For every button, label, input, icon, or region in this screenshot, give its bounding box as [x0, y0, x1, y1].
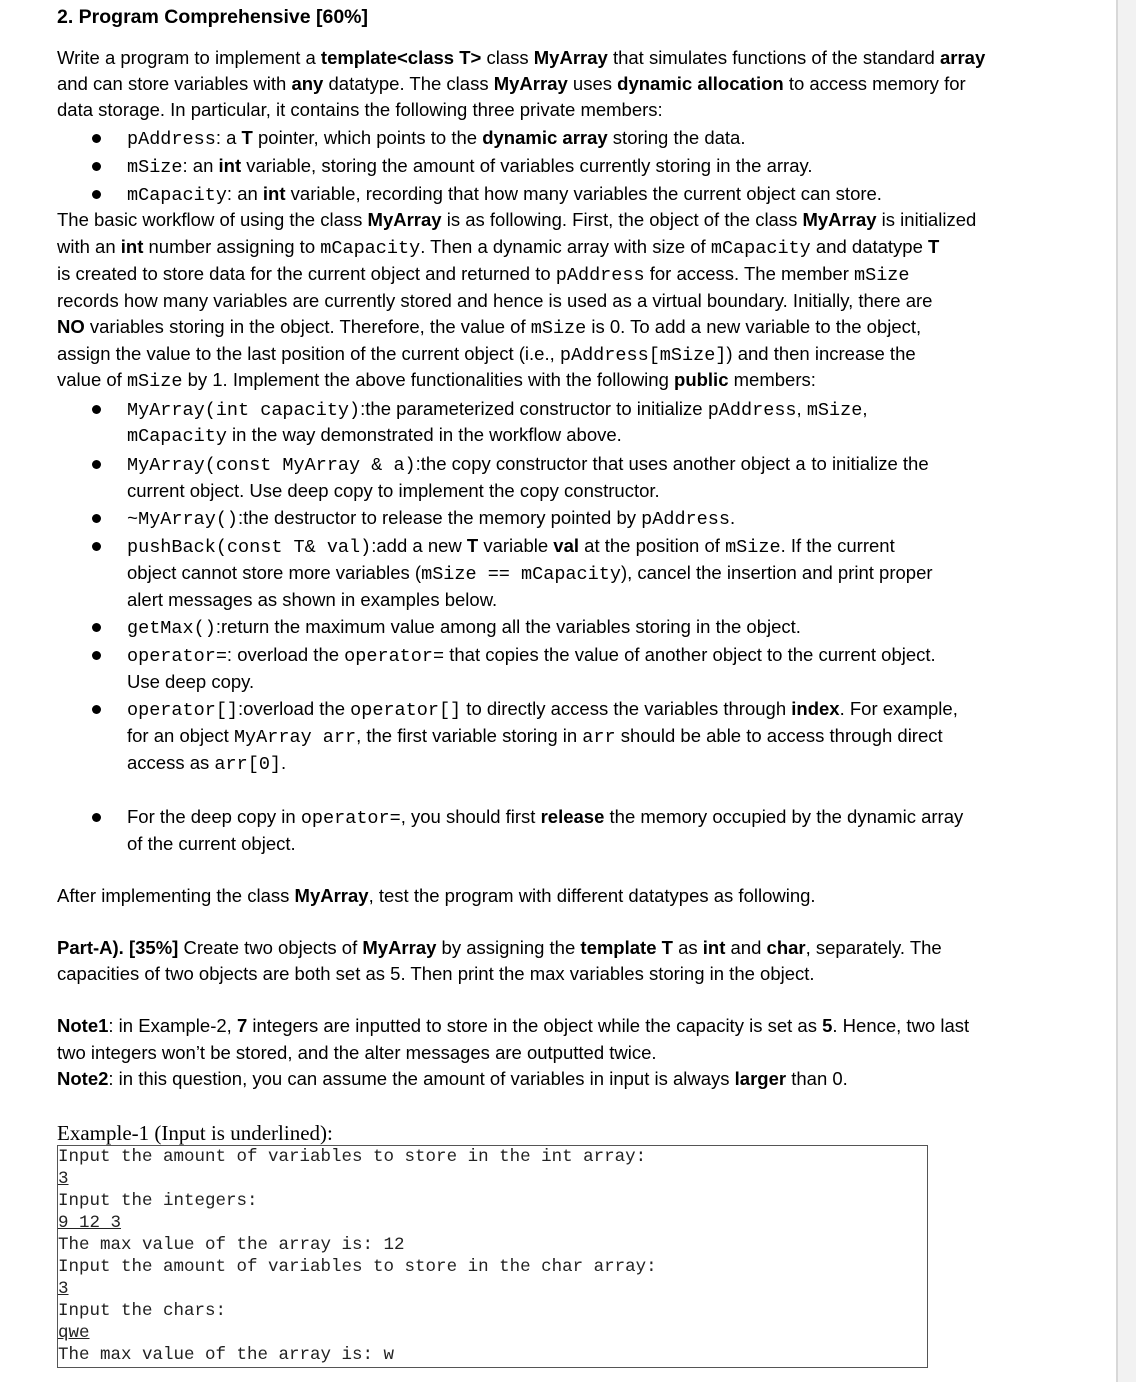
terminal-line: Input the amount of variables to store in the int array:	[58, 1147, 647, 1167]
bullet	[92, 705, 101, 714]
bullet	[92, 651, 101, 660]
terminal-line: The max value of the array is: w	[58, 1345, 395, 1365]
partA-line-2: capacities of two objects are both set as 5. Then print the max variables storing in the object.	[57, 963, 815, 984]
workflow-line-4: records how many variables are currently stored and hence is used as a virtual boundary. Initially, there are	[57, 290, 933, 311]
terminal-line: Input the chars:	[58, 1301, 227, 1321]
member-paddress: pAddress: a T pointer, which points to the dynamic array storing the data.	[127, 127, 746, 150]
terminal-input: 3	[58, 1279, 69, 1299]
public-assign-line-2: Use deep copy.	[127, 671, 255, 692]
intro-line-1: Write a program to implement a template<class T> class MyArray that simulates functions of the standard array	[57, 47, 986, 68]
public-index-line-3: access as arr[0].	[127, 752, 287, 775]
bullet	[92, 542, 101, 551]
note1-line-1: Note1: in Example-2, 7 integers are inputted to store in the object while the capacity is set as 5. Hence, two last	[57, 1015, 970, 1036]
member-msize: mSize: an int variable, storing the amount of variables currently storing in the array.	[127, 155, 813, 178]
bullet	[92, 190, 101, 199]
terminal-input: 9 12 3	[58, 1213, 122, 1233]
public-push-line-1: pushBack(const T& val):add a new T variable val at the position of mSize. If the current	[127, 535, 895, 558]
intro-line-3: data storage. In particular, it contains the following three private members:	[57, 99, 663, 120]
note2: Note2: in this question, you can assume the amount of variables in input is always larger than 0.	[57, 1068, 848, 1089]
terminal-line: Input the integers:	[58, 1191, 258, 1211]
workflow-line-5: NO variables storing in the object. Therefore, the value of mSize is 0. To add a new variable to the object,	[57, 316, 922, 339]
terminal-input: qwe	[58, 1323, 90, 1343]
partA-line-1: Part-A). [35%] Create two objects of MyArray by assigning the template T as int and char, separately. The	[57, 937, 942, 958]
workflow-line-3: is created to store data for the current object and returned to pAddress for access. The member mSize	[57, 263, 910, 286]
example-title: Example-1 (Input is underlined):	[57, 1121, 333, 1145]
public-assign-line-1: operator=: overload the operator= that copies the value of another object to the current object.	[127, 644, 936, 667]
public-dtor: ~MyArray():the destructor to release the memory pointed by pAddress.	[127, 507, 736, 530]
deepcopy-note-line-2: of the current object.	[127, 833, 296, 854]
workflow-line-7: value of mSize by 1. Implement the above functionalities with the following public members:	[57, 369, 816, 392]
scrollbar[interactable]	[1116, 0, 1136, 1382]
note1-line-2: two integers won’t be stored, and the alter messages are outputted twice.	[57, 1042, 657, 1063]
terminal-line: The max value of the array is: 12	[58, 1235, 405, 1255]
member-mcapacity: mCapacity: an int variable, recording that how many variables the current object can store.	[127, 183, 882, 206]
public-ctor-line-1: MyArray(int capacity):the parameterized constructor to initialize pAddress, mSize,	[127, 398, 868, 421]
public-copy-line-2: current object. Use deep copy to implement the copy constructor.	[127, 480, 660, 501]
public-push-line-2: object cannot store more variables (mSize == mCapacity), cancel the insertion and print proper	[127, 562, 933, 585]
after-paragraph: After implementing the class MyArray, test the program with different datatypes as following.	[57, 885, 816, 906]
workflow-line-2: with an int number assigning to mCapacity. Then a dynamic array with size of mCapacity and datatype T	[57, 236, 940, 259]
bullet	[92, 134, 101, 143]
public-getmax: getMax():return the maximum value among all the variables storing in the object.	[127, 616, 801, 639]
public-index-line-1: operator[]:overload the operator[] to directly access the variables through index. For example,	[127, 698, 958, 721]
public-index-line-2: for an object MyArray arr, the first variable storing in arr should be able to access through direct	[127, 725, 943, 748]
section-heading: 2. Program Comprehensive [60%]	[57, 6, 369, 28]
bullet	[92, 514, 101, 523]
public-push-line-3: alert messages as shown in examples below.	[127, 589, 498, 610]
bullet	[92, 813, 101, 822]
terminal-input: 3	[58, 1169, 69, 1189]
workflow-line-1: The basic workflow of using the class MyArray is as following. First, the object of the class MyArray is initialized	[57, 209, 977, 230]
intro-line-2: and can store variables with any datatype. The class MyArray uses dynamic allocation to access memory for	[57, 73, 966, 94]
bullet	[92, 162, 101, 171]
terminal-line: Input the amount of variables to store in the char array:	[58, 1257, 657, 1277]
public-ctor-line-2: mCapacity in the way demonstrated in the workflow above.	[127, 424, 622, 447]
bullet	[92, 460, 101, 469]
bullet	[92, 623, 101, 632]
deepcopy-note-line-1: For the deep copy in operator=, you should first release the memory occupied by the dynamic array	[127, 806, 964, 829]
workflow-line-6: assign the value to the last position of the current object (i.e., pAddress[mSize]) and then increase the	[57, 343, 916, 366]
bullet	[92, 405, 101, 414]
public-copy-line-1: MyArray(const MyArray & a):the copy constructor that uses another object a to initialize the	[127, 453, 929, 476]
